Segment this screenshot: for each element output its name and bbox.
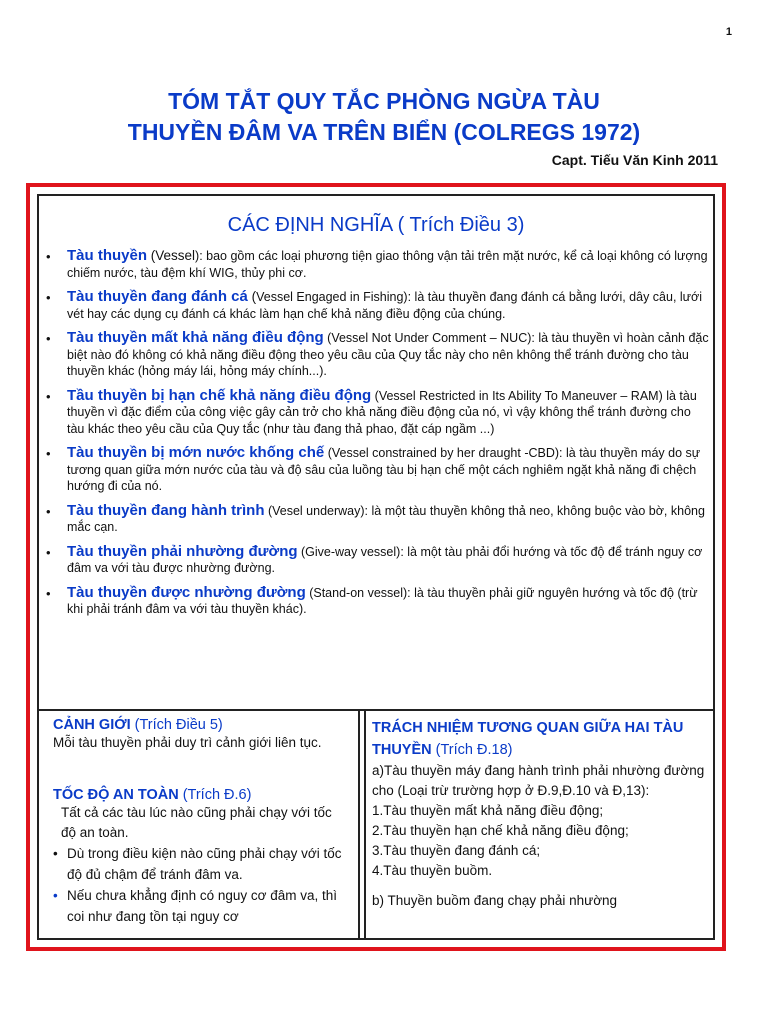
definition-item: • Tàu thuyền được nhường đường (Stand-on vessel): là tàu thuyền phải giữ nguyên hướng và tốc độ (trừ khi phải tránh đâm va với tàu thuyền khác).: [43, 585, 711, 618]
definition-item: • Tàu thuyền phải nhường đường (Give-way vessel): là một tàu phải đổi hướng và tốc độ để tránh nguy cơ đâm va với tàu được nhường đường.: [43, 544, 711, 577]
definition-item: • Tầu thuyền bị hạn chế khả năng điều động (Vessel Restricted in Its Ability To Maneuver – RAM) là tàu thuyền vì đặc điểm của công việc gây cản trở cho khả năng điều động của nó, vì vậy không thể tránh đường cho tàu khác theo yêu cầu của Quy tắc (như tàu đang thả phao, đặt cáp ngầm ...): [43, 388, 711, 438]
right-column: [364, 711, 713, 938]
document-title: [0, 86, 768, 148]
content-frame: [26, 183, 726, 951]
bottom-columns: [39, 709, 713, 938]
responsibility-heading: TRÁCH NHIỆM TƯƠNG QUAN GIỮA HAI TÀU THUYỀN (Trích Đ.18): [372, 720, 684, 758]
responsibility-intro: a)Tàu thuyền máy đang hành trình phải nhường đường cho (Loại trừ trường hợp ở Đ.9,Đ.10 và Đ,13):: [372, 763, 705, 798]
title-line-2: THUYỀN ĐÂM VA TRÊN BIỂN (COLREGS 1972): [127, 119, 641, 145]
lookout-heading: CẢNH GIỚI (Trích Điều 5): [53, 717, 223, 733]
safe-speed-bullet: • Dù trong điều kiện nào cũng phải chạy với tốc độ đủ chậm để tránh đâm va.: [53, 843, 350, 885]
responsibility-item: 1.Tàu thuyền mất khả năng điều động;: [372, 803, 604, 818]
safe-speed-bullet: • Nếu chưa khẳng định có nguy cơ đâm va, thì coi như đang tồn tại nguy cơ: [53, 885, 350, 927]
definition-item: • Tàu thuyền đang đánh cá (Vessel Engaged in Fishing): là tàu thuyền đang đánh cá bằng lưới, dây câu, lưới vét hay các dụng cụ đánh cá khác làm hạn chế khả năng điều động của chúng.: [43, 289, 711, 322]
left-column: [39, 711, 360, 938]
title-line-1: TÓM TẮT QUY TẮC PHÒNG NGỪA TÀU: [168, 88, 600, 114]
responsibility-item: 4.Tàu thuyền buồm.: [372, 863, 493, 878]
lookout-text: Mỗi tàu thuyền phải duy trì cảnh giới liên tục.: [53, 735, 322, 750]
definition-item: • Tàu thuyền mất khả năng điều động (Vessel Not Under Comment – NUC): là tàu thuyền vì hoàn cảnh đặc biệt nào đó không có khả năng điều động theo yêu cầu của Quy tắc này cho nên không thể tránh đường cho tàu thuyền khác (hỏng máy lái, hỏng máy chính...).: [43, 330, 711, 380]
responsibility-b: b) Thuyền buồm đang chạy phải nhường: [372, 893, 618, 908]
definitions-heading: CÁC ĐỊNH NGHĨA ( Trích Điều 3): [227, 214, 525, 236]
responsibility-item: 3.Tàu thuyền đang đánh cá;: [372, 843, 541, 858]
definition-item: • Tàu thuyền bị mớn nước khống chế (Vessel constrained by her draught -CBD): là tàu thuyền máy do sự tương quan giữa mớn nước của tàu và độ sâu của luồng tàu bị hạn chế một cách nghiêm ngặt khả năng đi chệch hướng đi của nó.: [43, 445, 711, 495]
definition-item: • Tàu thuyền đang hành trình (Vesel underway): là một tàu thuyền không thả neo, không buộc vào bờ, không mắc cạn.: [43, 503, 711, 536]
definition-item: • Tàu thuyền (Vessel): bao gồm các loại phương tiện giao thông vận tải trên mặt nước, kể cả loại không có lượng chiếm nước, tàu đệm khí WIG, thủy phi cơ.: [43, 248, 711, 281]
inner-frame: [37, 194, 715, 940]
safe-speed-text: Tất cả các tàu lúc nào cũng phải chạy với tốc độ an toàn.: [61, 805, 332, 840]
author: Capt. Tiếu Văn Kinh 2011: [551, 152, 718, 168]
definitions-list: [43, 248, 711, 626]
page-number: 1: [725, 26, 732, 38]
safe-speed-heading: TỐC ĐỘ AN TOÀN (Trích Đ.6): [53, 787, 252, 803]
responsibility-item: 2.Tàu thuyền hạn chế khả năng điều động;: [372, 823, 629, 838]
